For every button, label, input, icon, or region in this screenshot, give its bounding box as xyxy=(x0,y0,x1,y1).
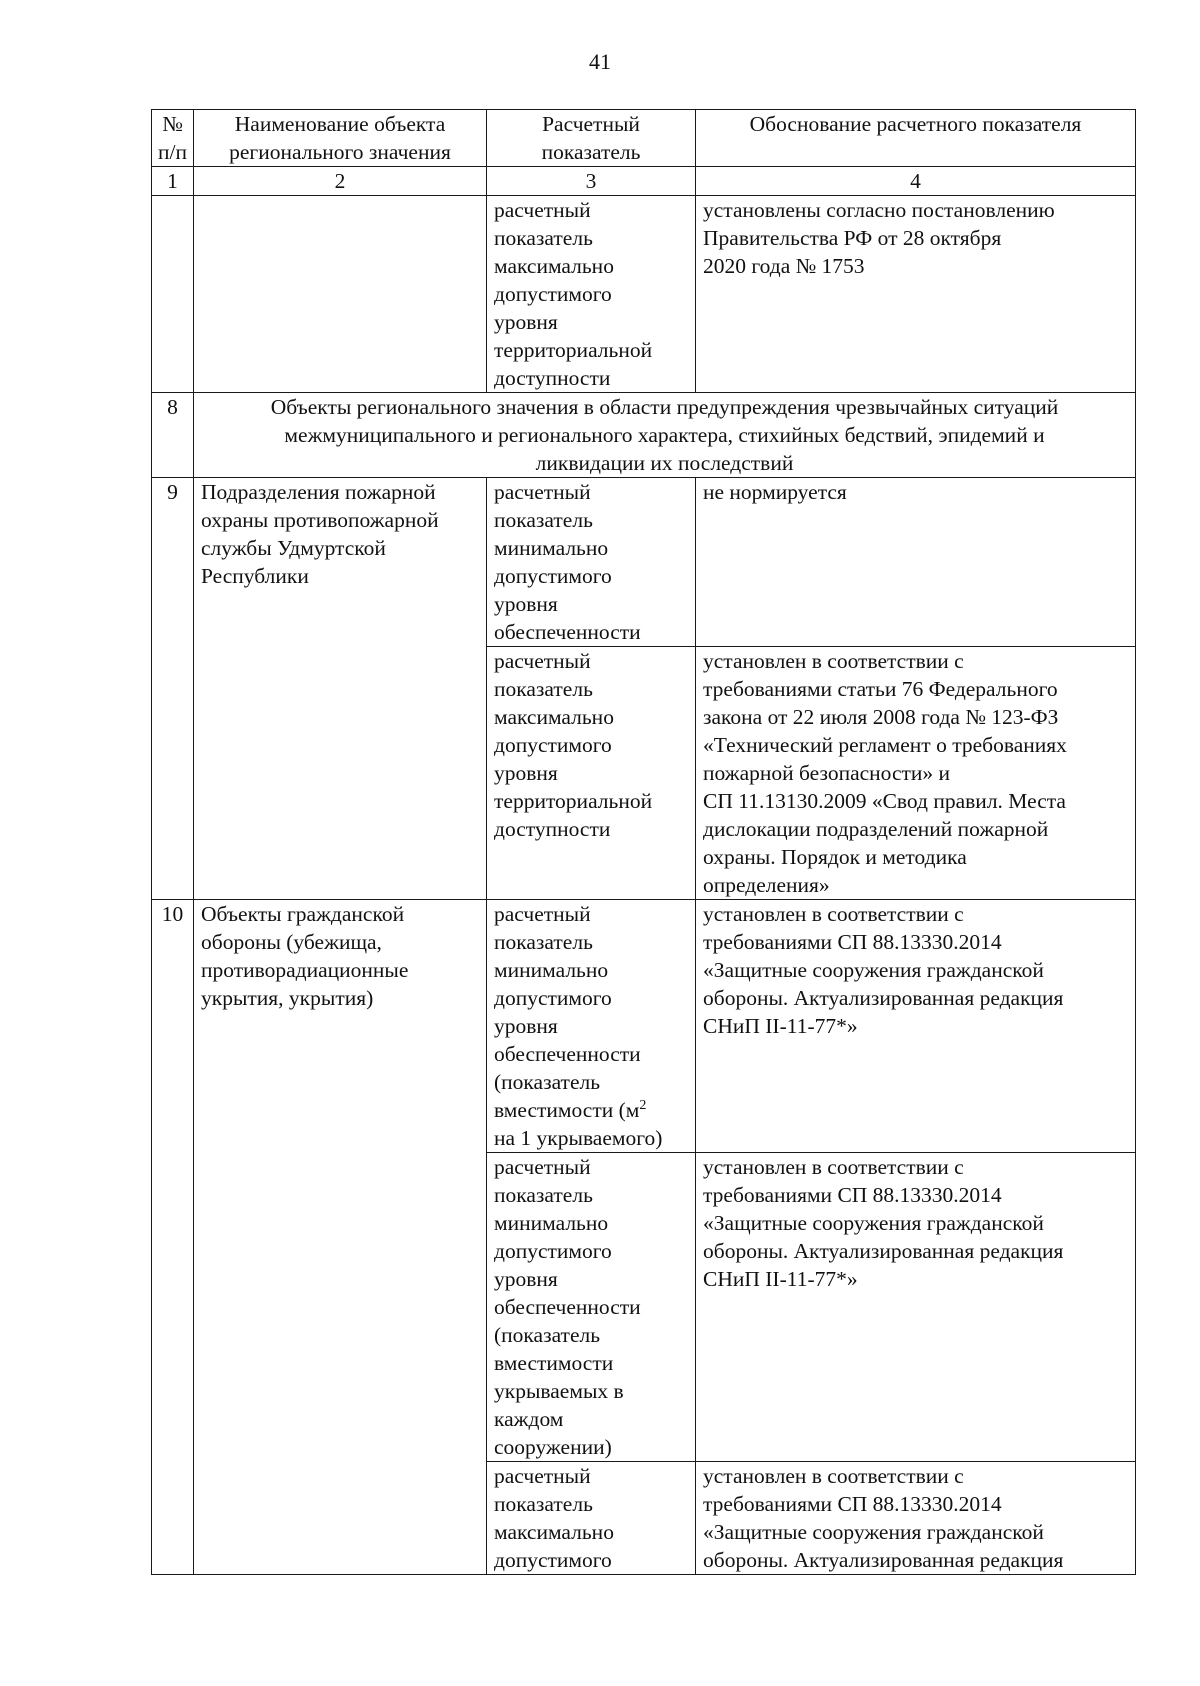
indicator-text: расчетный показатель минимально допустимого уровня обеспеченности (показатель вместимости (м xyxy=(494,902,641,1122)
indicator-cell: расчетный показатель минимально допустимого уровня обеспеченности (показатель вместимости укрываемых в каждом сооружении) xyxy=(487,1153,696,1462)
justification-cell: установлен в соответствии с требованиями статьи 76 Федерального закона от 22 июля 2008 года № 123-ФЗ «Технический регламент о требованиях пожарной безопасности» и СП 11.13130.2009 «Свод правил. Места дислокации подразделений пожарной охраны. Порядок и методика определения» xyxy=(696,647,1136,900)
section-title: Объекты регионального значения в области предупреждения чрезвычайных ситуаций межмуниципального и регионального характера, стихийных бедствий, эпидемий и ликвидации их последствий xyxy=(194,393,1136,478)
section-number: 8 xyxy=(152,393,194,478)
column-number-row xyxy=(152,167,1136,196)
page-number: 41 xyxy=(589,49,611,74)
justification-cell: установлены согласно постановлению Правительства РФ от 28 октября 2020 года № 1753 xyxy=(696,196,1136,393)
header-object-name: Наименование объекта регионального значения xyxy=(194,110,487,167)
header-number: № п/п xyxy=(152,110,194,167)
justification-cell: установлен в соответствии с требованиями СП 88.13330.2014 «Защитные сооружения гражданской обороны. Актуализированная редакция СНиП II-11-77*» xyxy=(696,900,1136,1153)
column-number-2: 2 xyxy=(194,167,487,196)
justification-cell: установлен в соответствии с требованиями СП 88.13330.2014 «Защитные сооружения гражданской обороны. Актуализированная редакция СНиП II-11-77*» xyxy=(696,1153,1136,1462)
table-row xyxy=(152,478,1136,647)
header-justification: Обоснование расчетного показателя xyxy=(696,110,1136,167)
object-name-empty xyxy=(194,196,487,393)
object-name-cell: Подразделения пожарной охраны противопожарной службы Удмуртской Республики xyxy=(194,478,487,900)
indicator-cell: расчетный показатель максимально допустимого уровня территориальной доступности xyxy=(487,196,696,393)
indicator-cell: расчетный показатель максимально допустимого xyxy=(487,1462,696,1575)
row-number: 10 xyxy=(152,900,194,1575)
indicator-cell: расчетный показатель минимально допустимого уровня обеспеченности xyxy=(487,478,696,647)
indicator-text-tail: на 1 укрываемого) xyxy=(494,1126,663,1150)
row-number-empty xyxy=(152,196,194,393)
superscript: 2 xyxy=(639,1097,647,1113)
column-number-1: 1 xyxy=(152,167,194,196)
column-number-3: 3 xyxy=(487,167,696,196)
table-row xyxy=(152,196,1136,393)
table-header-row xyxy=(152,110,1136,167)
justification-cell: не нормируется xyxy=(696,478,1136,647)
indicator-cell: расчетный показатель максимально допустимого уровня территориальной доступности xyxy=(487,647,696,900)
object-name-cell: Объекты гражданской обороны (убежища, противорадиационные укрытия, укрытия) xyxy=(194,900,487,1575)
column-number-4: 4 xyxy=(696,167,1136,196)
row-number: 9 xyxy=(152,478,194,900)
table-row xyxy=(152,900,1136,1153)
justification-cell: установлен в соответствии с требованиями СП 88.13330.2014 «Защитные сооружения гражданской обороны. Актуализированная редакция xyxy=(696,1462,1136,1575)
indicator-cell xyxy=(487,900,696,1153)
section-row xyxy=(152,393,1136,478)
regional-objects-table xyxy=(151,109,1136,1575)
header-indicator: Расчетный показатель xyxy=(487,110,696,167)
